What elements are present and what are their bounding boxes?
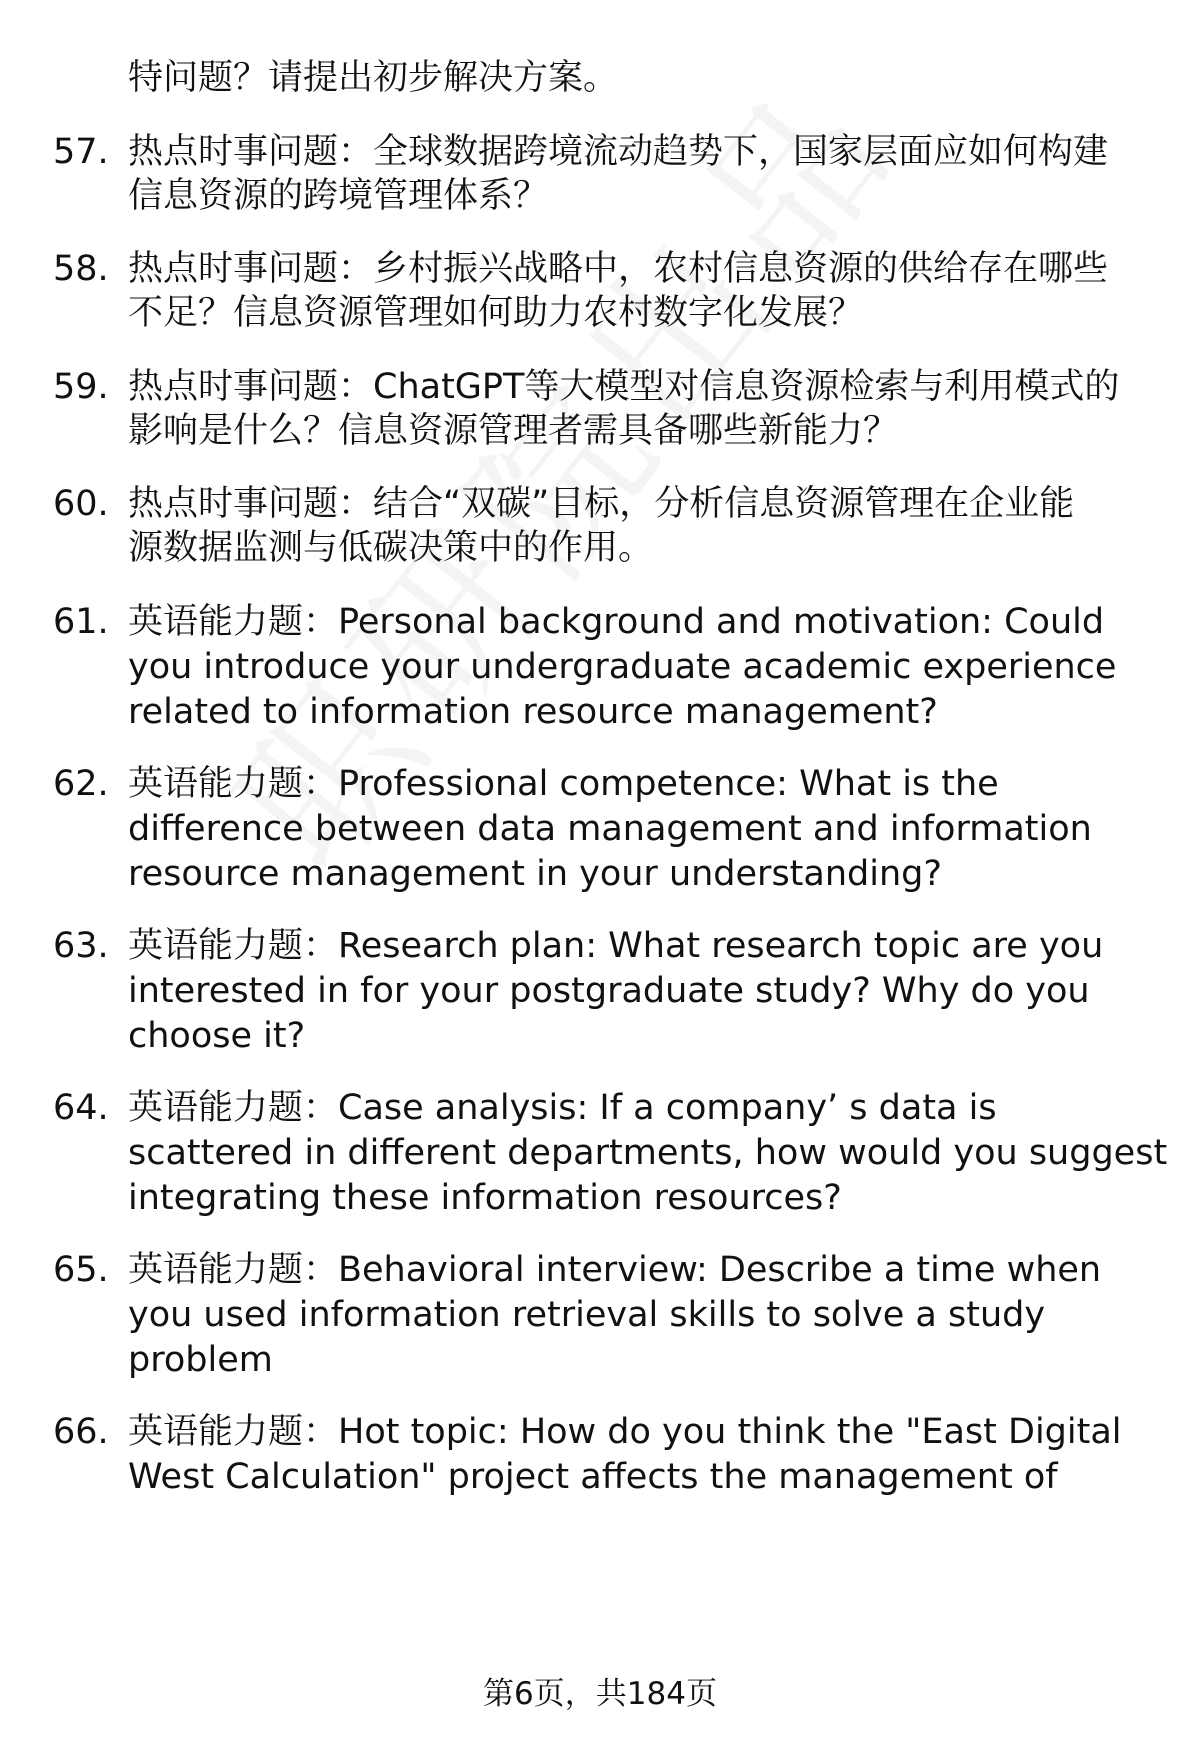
list-item-continuation-line-1: 特问题？请提出初步解决方案。 bbox=[128, 58, 619, 98]
item-65-line-2: you used information retrieval skills to solve a study bbox=[128, 1295, 1046, 1335]
item-58-line-2: 不足？信息资源管理如何助力农村数字化发展？ bbox=[128, 293, 864, 333]
item-62-number: 62. bbox=[53, 764, 109, 804]
item-63-line-1: 英语能力题：Research plan: What research topic are you bbox=[128, 926, 1104, 966]
item-62-line-3: resource management in your understanding? bbox=[128, 854, 942, 894]
item-60-line-2: 源数据监测与低碳决策中的作用。 bbox=[128, 528, 654, 568]
item-61-number: 61. bbox=[53, 602, 109, 642]
item-59-line-2: 影响是什么？信息资源管理者需具备哪些新能力？ bbox=[128, 411, 899, 451]
item-63-line-3: choose it? bbox=[128, 1016, 306, 1056]
item-57-line-1: 热点时事问题：全球数据跨境流动趋势下，国家层面应如何构建 bbox=[128, 132, 1109, 172]
item-66-line-1: 英语能力题：Hot topic: How do you think the "East Digital bbox=[128, 1412, 1122, 1452]
item-66-number: 66. bbox=[53, 1412, 109, 1452]
item-64-line-2: scattered in different departments, how would you suggest bbox=[128, 1133, 1168, 1173]
item-58-number: 58. bbox=[53, 249, 109, 289]
item-60-line-1: 热点时事问题：结合“双碳”目标，分析信息资源管理在企业能 bbox=[128, 484, 1075, 524]
item-61-line-1: 英语能力题：Personal background and motivation: Could bbox=[128, 602, 1105, 642]
item-66-line-2: West Calculation" project affects the management of bbox=[128, 1457, 1058, 1497]
item-61-line-3: related to information resource management? bbox=[128, 692, 938, 732]
item-64-number: 64. bbox=[53, 1088, 109, 1128]
item-58-line-1: 热点时事问题：乡村振兴战略中，农村信息资源的供给存在哪些 bbox=[128, 249, 1109, 289]
item-57-line-2: 信息资源的跨境管理体系？ bbox=[128, 176, 549, 216]
item-59-line-1: 热点时事问题：ChatGPT等大模型对信息资源检索与利用模式的 bbox=[128, 367, 1120, 407]
item-61-line-2: you introduce your undergraduate academic experience bbox=[128, 647, 1117, 687]
item-64-line-3: integrating these information resources? bbox=[128, 1178, 842, 1218]
item-62-line-1: 英语能力题：Professional competence: What is the bbox=[128, 764, 999, 804]
item-65-line-3: problem bbox=[128, 1340, 273, 1380]
item-65-line-1: 英语能力题：Behavioral interview: Describe a time when bbox=[128, 1250, 1102, 1290]
item-63-number: 63. bbox=[53, 926, 109, 966]
page-number-footer: 第6页，共184页 bbox=[483, 1676, 717, 1712]
item-64-line-1: 英语能力题：Case analysis: If a company’ s data is bbox=[128, 1088, 997, 1128]
item-65-number: 65. bbox=[53, 1250, 109, 1290]
item-57-number: 57. bbox=[53, 132, 109, 172]
item-60-number: 60. bbox=[53, 484, 109, 524]
item-63-line-2: interested in for your postgraduate study? Why do you bbox=[128, 971, 1090, 1011]
item-59-number: 59. bbox=[53, 367, 109, 407]
item-62-line-2: difference between data management and information bbox=[128, 809, 1092, 849]
